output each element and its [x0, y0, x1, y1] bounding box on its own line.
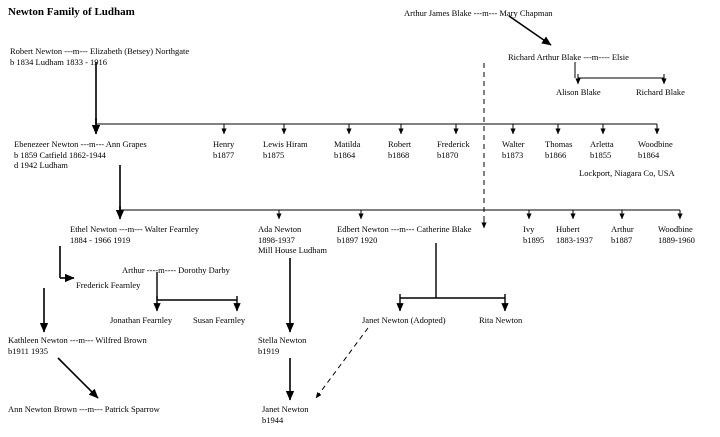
node-ada-newton[interactable]: Ada Newton 1898-1937 Mill House Ludham — [258, 224, 327, 255]
edge-blake-to-richard — [509, 16, 551, 45]
node-matilda[interactable]: Matilda b1864 — [334, 139, 361, 160]
node-ann-newton-brown[interactable]: Ann Newton Brown ---m--- Patrick Sparrow — [8, 404, 160, 414]
node-walter[interactable]: Walter b1873 — [502, 139, 525, 160]
node-arthur-b1887[interactable]: Arthur b1887 — [611, 224, 634, 245]
node-janet-newton-adopted[interactable]: Janet Newton (Adopted) — [362, 315, 446, 325]
node-robert-newton[interactable]: Robert Newton ---m--- Elizabeth (Betsey) Northgate b 1834 Ludham 1833 - 1916 — [10, 46, 190, 67]
node-janet-newton-b1944[interactable]: Janet Newton b1944 — [262, 404, 309, 425]
node-frederick[interactable]: Frederick b1870 — [437, 139, 470, 160]
node-ebenezeer-newton[interactable]: Ebenezeer Newton ---m--- Ann Grapes b 1859 Catfield 1862-1944 d 1942 Ludham — [14, 139, 147, 170]
node-arthur-james-blake[interactable]: Arthur James Blake ---m--- Mary Chapman — [404, 8, 553, 18]
node-kathleen-newton[interactable]: Kathleen Newton ---m--- Wilfred Brown b1911 1935 — [8, 335, 147, 356]
node-robert[interactable]: Robert b1868 — [388, 139, 412, 160]
node-frederick-fearnley[interactable]: Frederick Fearnley — [76, 280, 141, 290]
node-richard-blake[interactable]: Richard Blake — [636, 87, 685, 97]
node-rita-newton[interactable]: Rita Newton — [479, 315, 523, 325]
node-arthur-dorothy-darby[interactable]: Arthur ----m---- Dorothy Darby — [122, 265, 230, 275]
node-lewis-hiram[interactable]: Lewis Hiram b1875 — [263, 139, 308, 160]
node-woodbine-1889[interactable]: Woodbine 1889-1960 — [658, 224, 695, 245]
node-hubert[interactable]: Hubert 1883-1937 — [556, 224, 593, 245]
node-ivy[interactable]: Ivy b1895 — [523, 224, 545, 245]
edge-janet-adopted-dashed — [316, 328, 368, 398]
node-jonathan-fearnley[interactable]: Jonathan Fearnley — [110, 315, 173, 325]
page-title: Newton Family of Ludham — [8, 6, 135, 18]
node-ethel-newton[interactable]: Ethel Newton ---m--- Walter Fearnley 1884 - 1966 1919 — [70, 224, 199, 245]
node-richard-arthur-blake[interactable]: Richard Arthur Blake ---m---- Elsie — [508, 52, 629, 62]
node-arletta[interactable]: Arletta b1855 — [590, 139, 614, 160]
node-edbert-newton[interactable]: Edbert Newton ---m--- Catherine Blake b1897 1920 — [337, 224, 472, 245]
node-lockport-location: Lockport, Niagara Co, USA — [579, 168, 675, 178]
node-henry[interactable]: Henry b1877 — [213, 139, 235, 160]
node-stella-newton[interactable]: Stella Newton b1919 — [258, 335, 307, 356]
node-thomas[interactable]: Thomas b1866 — [545, 139, 573, 160]
edge-kathleen-to-ann — [58, 358, 98, 398]
node-susan-fearnley[interactable]: Susan Fearnley — [193, 315, 246, 325]
node-alison-blake[interactable]: Alison Blake — [556, 87, 601, 97]
node-woodbine-b1864[interactable]: Woodbine b1864 — [638, 139, 673, 160]
